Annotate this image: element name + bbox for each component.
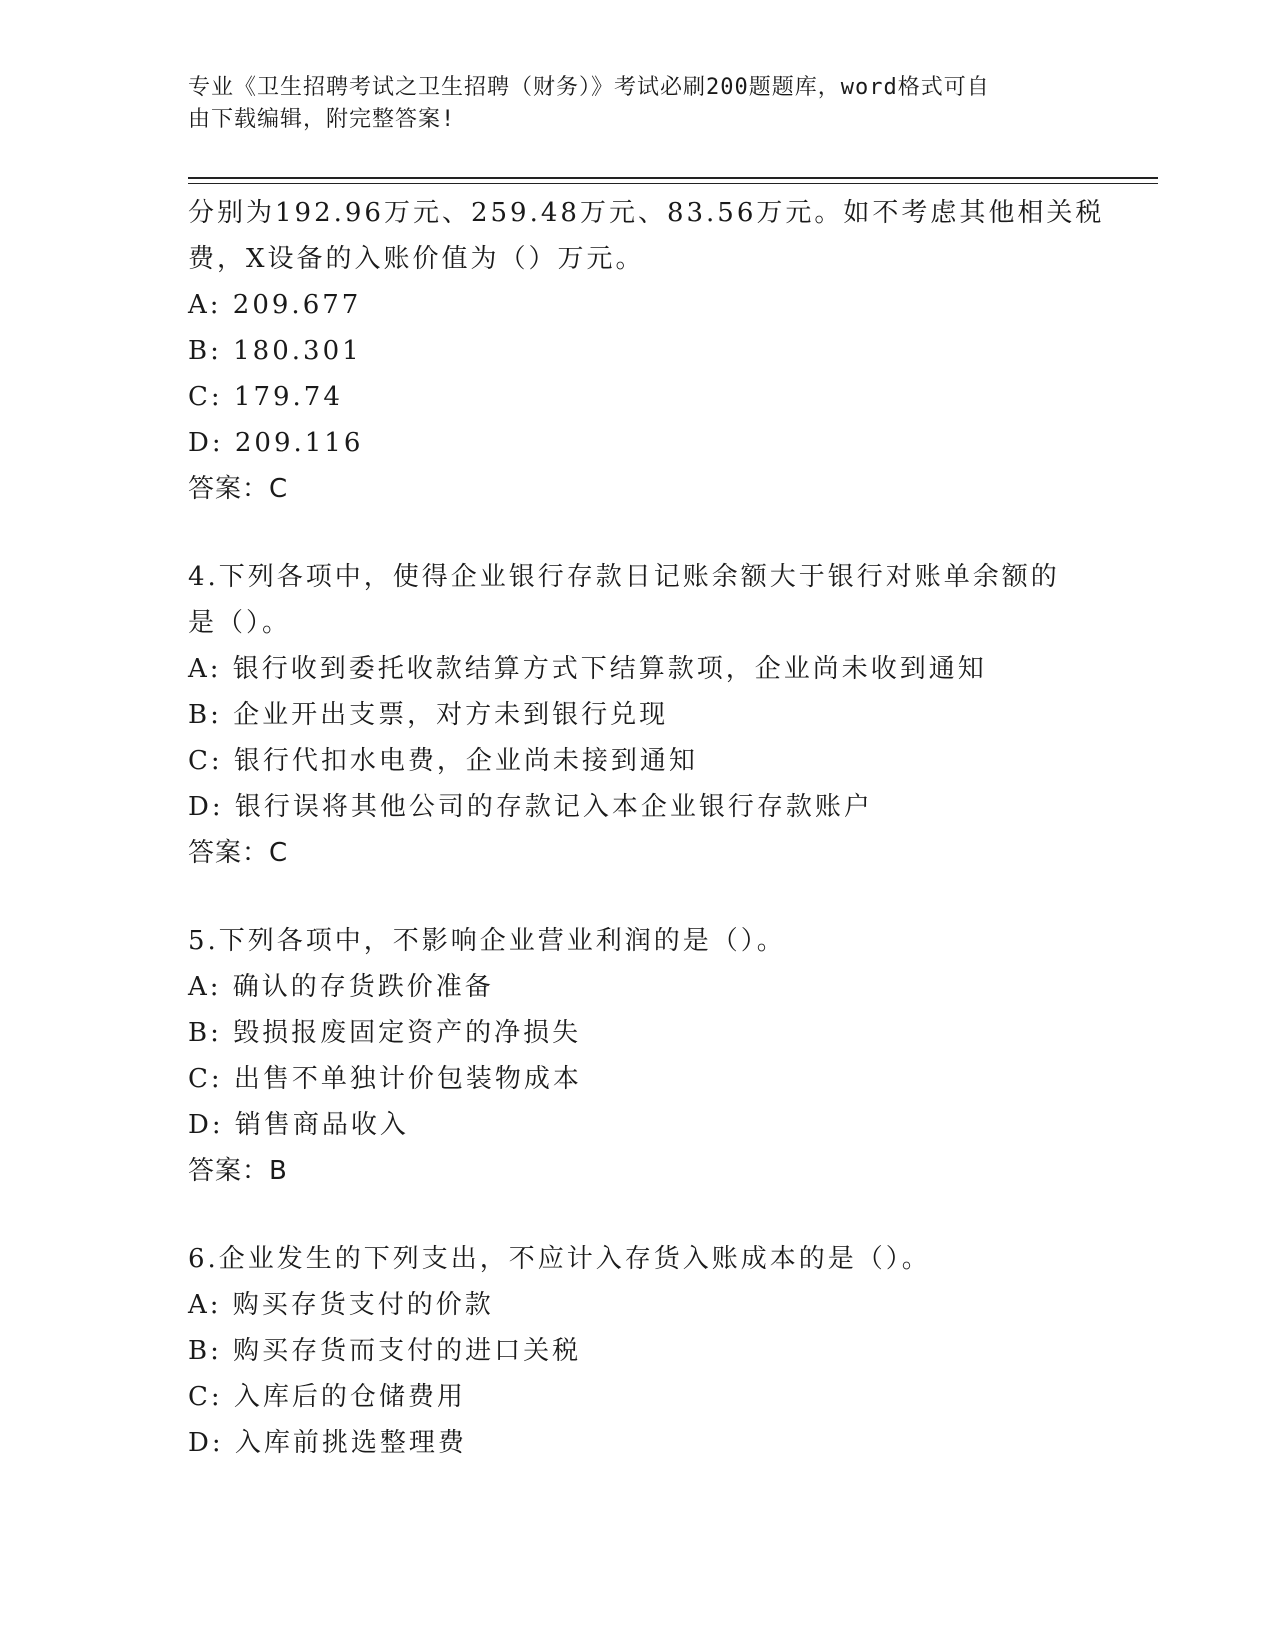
answer-line: 答案：C bbox=[188, 838, 289, 868]
question-3 bbox=[188, 190, 1105, 512]
document-header bbox=[188, 72, 1088, 136]
option-a: A: 209.677 bbox=[188, 290, 362, 320]
option-c: C: 179.74 bbox=[188, 382, 343, 412]
question-5 bbox=[188, 918, 1088, 1194]
option-b: B: 180.301 bbox=[188, 336, 362, 366]
option-b: B: 购买存货而支付的进口关税 bbox=[188, 1336, 582, 1366]
option-c: C: 出售不单独计价包装物成本 bbox=[188, 1064, 582, 1094]
spacer bbox=[188, 512, 1088, 554]
header-rule-thick bbox=[188, 177, 1158, 179]
question-stem-line: 6.企业发生的下列支出，不应计入存货入账成本的是（）。 bbox=[188, 1244, 931, 1274]
option-a: A: 购买存货支付的价款 bbox=[188, 1290, 494, 1320]
header-rule-thin bbox=[188, 183, 1158, 184]
option-c: C: 银行代扣水电费，企业尚未接到通知 bbox=[188, 746, 698, 776]
question-stem-line: 是（）。 bbox=[188, 608, 292, 638]
option-b: B: 毁损报废固定资产的净损失 bbox=[188, 1018, 582, 1048]
answer-line: 答案：B bbox=[188, 1156, 288, 1186]
option-c: C: 入库后的仓储费用 bbox=[188, 1382, 466, 1412]
header-line-1: 专业《卫生招聘考试之卫生招聘（财务）》考试必刷200题题库，word格式可自 bbox=[188, 75, 990, 100]
option-a: A: 确认的存货跌价准备 bbox=[188, 972, 494, 1002]
option-d: D: 入库前挑选整理费 bbox=[188, 1428, 467, 1458]
header-line-2: 由下载编辑，附完整答案! bbox=[188, 107, 456, 132]
option-d: D: 银行误将其他公司的存款记入本企业银行存款账户 bbox=[188, 792, 873, 822]
question-stem-line: 费，X设备的入账价值为（）万元。 bbox=[188, 244, 645, 274]
option-d: D: 销售商品收入 bbox=[188, 1110, 409, 1140]
answer-line: 答案：C bbox=[188, 474, 289, 504]
question-stem-line: 5.下列各项中，不影响企业营业利润的是（）。 bbox=[188, 926, 786, 956]
question-stem-line: 分别为192.96万元、259.48万元、83.56万元。如不考虑其他相关税 bbox=[188, 198, 1105, 228]
question-stem-line: 4.下列各项中，使得企业银行存款日记账余额大于银行对账单余额的 bbox=[188, 562, 1060, 592]
question-6 bbox=[188, 1236, 1088, 1466]
spacer bbox=[188, 876, 1088, 918]
option-d: D: 209.116 bbox=[188, 428, 364, 458]
question-4 bbox=[188, 554, 1088, 876]
spacer bbox=[188, 1194, 1088, 1236]
option-a: A: 银行收到委托收款结算方式下结算款项，企业尚未收到通知 bbox=[188, 654, 987, 684]
question-list bbox=[188, 190, 1105, 1466]
option-b: B: 企业开出支票，对方未到银行兑现 bbox=[188, 700, 669, 730]
